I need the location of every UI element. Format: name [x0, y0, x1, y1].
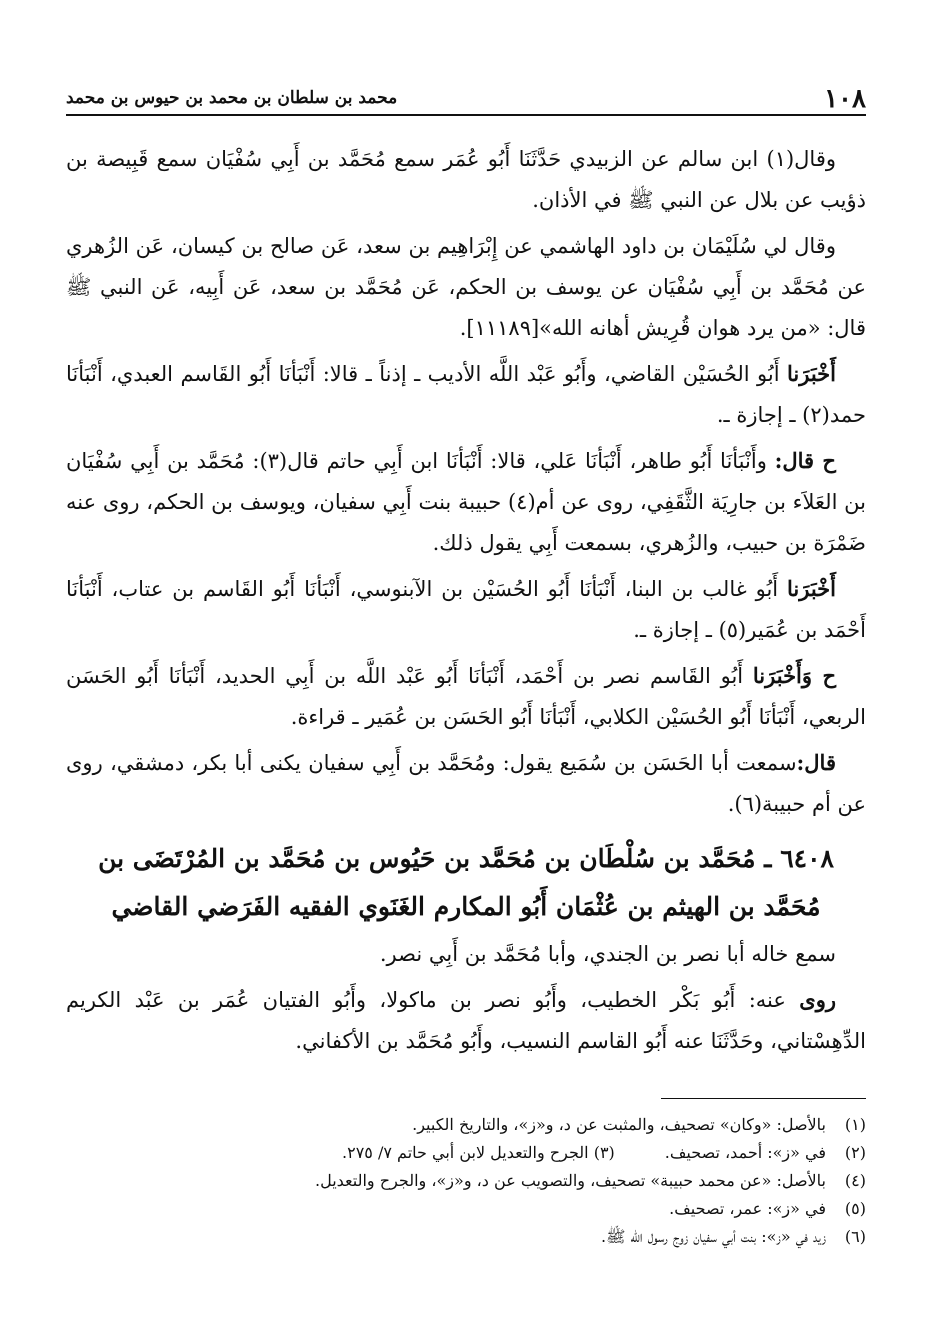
page-header [66, 70, 866, 116]
footnote: (١)بالأصل: «وكان» تصحيف، والمثبت عن د، و«ز»، والتاريخ الكبير. [412, 1115, 866, 1134]
paragraph: وقال(١) ابن سالم عن الزبيدي حَدَّثَنَا أَبُو عُمَر سمع مُحَمَّد بن أَبِي سُفْيَان سمع قَبِيصة بن ذؤيب عن بلال عن النبي ﷺ في الأذان. [66, 147, 866, 212]
lead-word: ح وَأَخْبَرَنا [752, 663, 836, 688]
lead-word: أَخْبَرَنا [787, 361, 836, 386]
footnotes [66, 1111, 866, 1251]
footnote: (٢)في «ز»: أحمد، تصحيف.(٣) الجرح والتعديل لابن أبي حاتم ٧/ ٢٧٥. [342, 1143, 866, 1162]
page [66, 70, 866, 1251]
paragraph: أَخْبَرَنا أَبُو غالب بن البنا، أَنْبَأنَا أَبُو الحُسَيْن بن الآبنوسي، أَنْبَأنَا أَبُو القَاسم بن عتاب، أَنْبَأنَا أَحْمَد بن عُمَير(٥) ـ إجازة ـ. [66, 576, 866, 642]
lead-word: قال: [796, 750, 836, 775]
paragraph: روى عنه: أَبُو بَكْر الخطيب، وأَبُو نصر بن ماكولا، وأَبُو الفتيان عُمَر بن عَبْد الكريم الدِّهِسْتاني، وحَدَّثَنَا عنه أَبُو القاسم النسيب، وأَبُو مُحَمَّد بن الأكفاني. [66, 987, 866, 1053]
paragraph: سمع خاله أبا نصر بن الجندي، وأبا مُحَمَّد بن أَبِي نصر. [379, 942, 836, 966]
footnote-inline: (٣) الجرح والتعديل لابن أبي حاتم ٧/ ٢٧٥. [342, 1143, 615, 1162]
body-text [66, 138, 866, 825]
paragraph: ح قال: وأَنْبَأنَا أَبُو طاهر، أَنْبَأنَا عَلي، قالا: أَنْبَأنَا ابن أَبِي حاتم قال(٣): مُحَمَّد بن أَبِي سُفْيَان بن العَلاَء بن جارِيَة الثَّقَفِي، روى عن أم(٤) حبيبة بنت أَبِي سفيان، ويوسف بن الحكم، روى عنه ضَمْرَة بن حبيب، والزُهري، بسمعت أَبِي يقول ذلك. [66, 448, 866, 555]
paragraph: أَخْبَرَنا أَبُو الحُسَيْن القاضي، وأَبُو عَبْد اللَّه الأديب ـ إذناً ـ قالا: أَنْبَأنَا أَبُو القَاسم العبدي، أَنْبَأنَا حمد(٢) ـ إجازة ـ. [66, 361, 866, 427]
page-number: ١٠٨ [824, 84, 866, 114]
footnote-divider [661, 1098, 866, 1099]
paragraph: قال:سمعت أبا الحَسَن بن سُمَيع يقول: ومُحَمَّد بن أَبِي سفيان يكنى أبا بكر، دمشقي، روى عن أم حبيبة(٦). [66, 750, 866, 816]
footnote: (٤)بالأصل: «عن محمد حبيبة» تصحيف، والتصويب عن د، و«ز»، والجرح والتعديل. [315, 1171, 866, 1190]
paragraph: وقال لي سُلَيْمَان بن داود الهاشمي عن إِبْرَاهِيم بن سعد، عَن صالح بن كيسان، عَن الزُهري عن مُحَمَّد بن أَبِي سُفْيَان عن يوسف بن الحكم، عَن مُحَمَّد بن سعد، عَن أَبِيه، عَن النبي ﷺ قال: «من يرد هوان قُرِيش أهانه الله»[١١١٨٩]. [66, 234, 866, 340]
lead-word: ح قال: [774, 448, 836, 473]
entry-body [66, 933, 866, 1062]
running-title: محمد بن سلطان بن محمد بن حيوس بن محمد [66, 88, 398, 108]
lead-word: أَخْبَرَنا [787, 576, 836, 601]
footnote: (٥)في «ز»: عمر، تصحيف. [669, 1199, 866, 1218]
footnote: (٦)زيد في «ز»: بنت أبي سفيان زوج رسول الله ﷺ. [601, 1227, 866, 1246]
entry-heading: ٦٤٠٨ ـ مُحَمَّد بن سُلْطَان بن مُحَمَّد بن حَيُوس بن مُحَمَّد بن المُرْتَضَى بن مُحَمَّد بن الهيثم بن عُثْمَان أَبُو المكارم الغَنَوي الفقيه الفَرَضي القاضي [98, 844, 834, 921]
paragraph: ح وَأَخْبَرَنا أَبُو القَاسم نصر بن أَحْمَد، أَنْبَأنَا أَبُو عَبْد اللَّه بن أَبِي الحديد، أَنْبَأنَا أَبُو الحَسَن الربعي، أَنْبَأنَا أَبُو الحُسَيْن الكلابي، أَنْبَأنَا أَبُو الحَسَن بن عُمَير ـ قراءة. [66, 663, 866, 729]
lead-word: روى [799, 987, 836, 1012]
